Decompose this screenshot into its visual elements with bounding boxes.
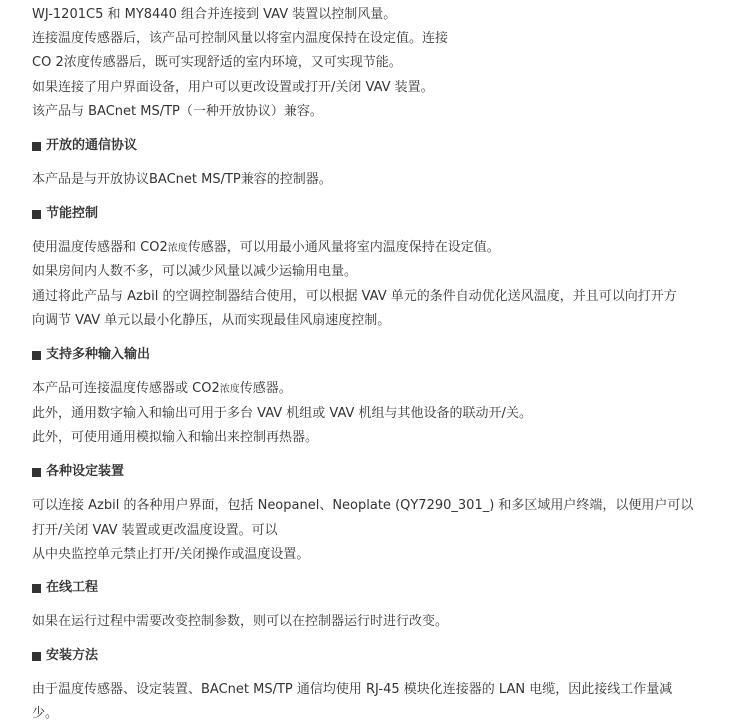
energy-line-1-a: 使用温度传感器和 CO2 bbox=[32, 240, 168, 255]
section-heading-open-protocol bbox=[32, 136, 137, 156]
square-bullet-icon bbox=[32, 142, 41, 151]
section-heading-label: 在线工程 bbox=[46, 580, 99, 595]
energy-line-1-b: 传感器，可以用最小通风量将室内温度保持在设定值。 bbox=[187, 240, 500, 255]
square-bullet-icon bbox=[32, 351, 41, 360]
setting-line-2: 打开/关闭 VAV 装置或更改温度设置。可以 bbox=[32, 523, 278, 538]
open-protocol-line-1: 本产品是与开放协议BACnet MS/TP兼容的控制器。 bbox=[32, 172, 332, 187]
square-bullet-icon bbox=[32, 210, 41, 219]
io-line-1-small: 浓度 bbox=[219, 384, 240, 395]
square-bullet-icon bbox=[32, 652, 41, 661]
section-heading-io bbox=[32, 345, 150, 365]
intro-line-4: 如果连接了用户界面设备，用户可以更改设置或打开/关闭 VAV 装置。 bbox=[32, 80, 434, 95]
intro-line-3-co: CO bbox=[32, 55, 56, 70]
section-heading-label: 开放的通信协议 bbox=[46, 138, 138, 153]
online-line-1: 如果在运行过程中需要改变控制参数，则可以在控制器运行时进行改变。 bbox=[32, 614, 449, 629]
io-line-3: 此外，可使用通用模拟输入和输出来控制再热器。 bbox=[32, 430, 319, 445]
io-line-2: 此外，通用数字输入和输出可用于多台 VAV 机组或 VAV 机组与其他设备的联动开/关。 bbox=[32, 406, 532, 421]
intro-line-2: 连接温度传感器后，该产品可控制风量以将室内温度保持在设定值。连接 bbox=[32, 31, 449, 46]
setting-line-1: 可以连接 Azbil 的各种用户界面，包括 Neopanel、Neoplate (QY7290_301_) 和多区域用户终端，以便用户可以 bbox=[32, 498, 694, 513]
setting-line-3: 从中央监控单元禁止打开/关闭操作或温度设置。 bbox=[32, 547, 310, 562]
intro-line-1: WJ-1201C5 和 MY8440 组合并连接到 VAV 装置以控制风量。 bbox=[32, 7, 397, 22]
square-bullet-icon bbox=[32, 584, 41, 593]
intro-line-3 bbox=[32, 53, 402, 73]
intro-line-5: 该产品与 BACnet MS/TP（一种开放协议）兼容。 bbox=[32, 104, 323, 119]
section-heading-label: 安装方法 bbox=[46, 648, 99, 663]
install-line-1: 由于温度传感器、设定装置、BACnet MS/TP 通信均使用 RJ-45 模块化连接器的 LAN 电缆，因此接线工作量减 bbox=[32, 682, 673, 697]
energy-line-1 bbox=[32, 238, 500, 259]
io-line-1 bbox=[32, 379, 292, 400]
io-line-1-a: 本产品可连接温度传感器或 CO2 bbox=[32, 381, 220, 396]
energy-line-4: 向调节 VAV 单元以最小化静压，从而实现最佳风扇速度控制。 bbox=[32, 313, 391, 328]
section-heading-label: 节能控制 bbox=[46, 206, 99, 221]
install-line-2: 少。 bbox=[32, 706, 59, 721]
section-heading-label: 各种设定装置 bbox=[46, 464, 125, 479]
energy-line-3: 通过将此产品与 Azbil 的空调控制器结合使用，可以根据 VAV 单元的条件自动优化送风温度，并且可以向打开方 bbox=[32, 289, 677, 304]
io-line-1-b: 传感器。 bbox=[239, 381, 292, 396]
section-heading-label: 支持多种输入输出 bbox=[46, 347, 151, 362]
energy-line-1-small: 浓度 bbox=[167, 243, 188, 254]
section-heading-install bbox=[32, 646, 98, 666]
energy-line-2: 如果房间内人数不多，可以减少风量以减少运输用电量。 bbox=[32, 264, 358, 279]
section-heading-setting bbox=[32, 462, 124, 482]
section-heading-online bbox=[32, 578, 98, 598]
intro-line-3-rest: 2浓度传感器后，既可实现舒适的室内环境，又可实现节能。 bbox=[55, 55, 402, 70]
section-heading-energy bbox=[32, 204, 98, 224]
square-bullet-icon bbox=[32, 468, 41, 477]
